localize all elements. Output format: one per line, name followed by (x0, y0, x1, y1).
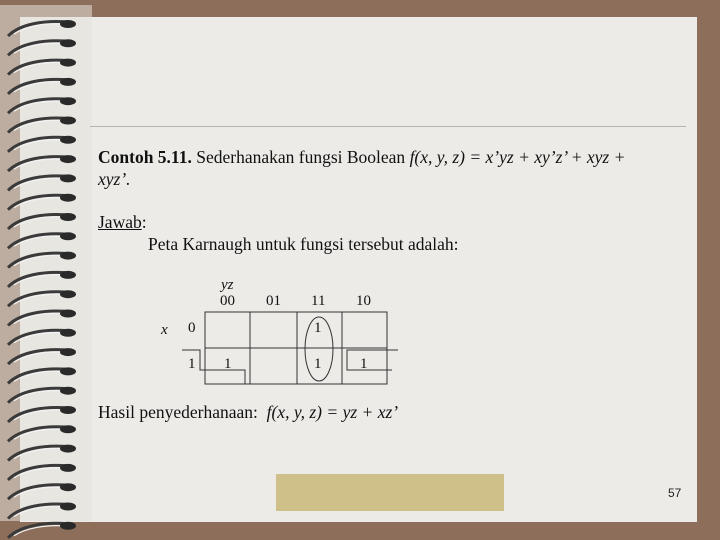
kmap-row-var: x (161, 322, 168, 338)
example-function: f(x, y, z) (409, 147, 465, 167)
kmap-cell-1-00: 1 (224, 356, 232, 372)
result-label: Hasil penyederhanaan: (98, 402, 258, 422)
kmap-col-01: 01 (266, 293, 281, 309)
kmap-col-00: 00 (220, 293, 235, 309)
kmap-col-11: 11 (311, 293, 326, 309)
kmap-col-var: yz (221, 277, 234, 293)
kmap-cell-0-11: 1 (314, 320, 322, 336)
result-function: f(x, y, z) (266, 402, 323, 422)
footer-bar (276, 474, 504, 511)
example-expression: = x’yz + xy’z’ + xyz + (469, 147, 626, 167)
kmap-group-wrap-right (347, 350, 398, 370)
simplification-result (98, 402, 398, 423)
page-number: 57 (668, 486, 682, 500)
example-expression-cont: xyz’. (98, 169, 131, 189)
kmap-intro: Peta Karnaugh untuk fungsi tersebut adalah: (148, 234, 459, 254)
kmap-row-1: 1 (188, 356, 196, 372)
kmap-cell-1-10: 1 (360, 356, 368, 372)
example-instruction: Sederhanakan fungsi Boolean (196, 147, 406, 167)
result-expression: = yz + xz’ (322, 402, 399, 422)
answer-label: Jawab (98, 212, 142, 232)
answer-colon: : (141, 212, 147, 232)
kmap-cell-1-11: 1 (314, 356, 322, 372)
example-label: Contoh 5.11. (98, 147, 192, 167)
kmap-row-0: 0 (188, 320, 196, 336)
kmap-col-10: 10 (356, 293, 371, 309)
